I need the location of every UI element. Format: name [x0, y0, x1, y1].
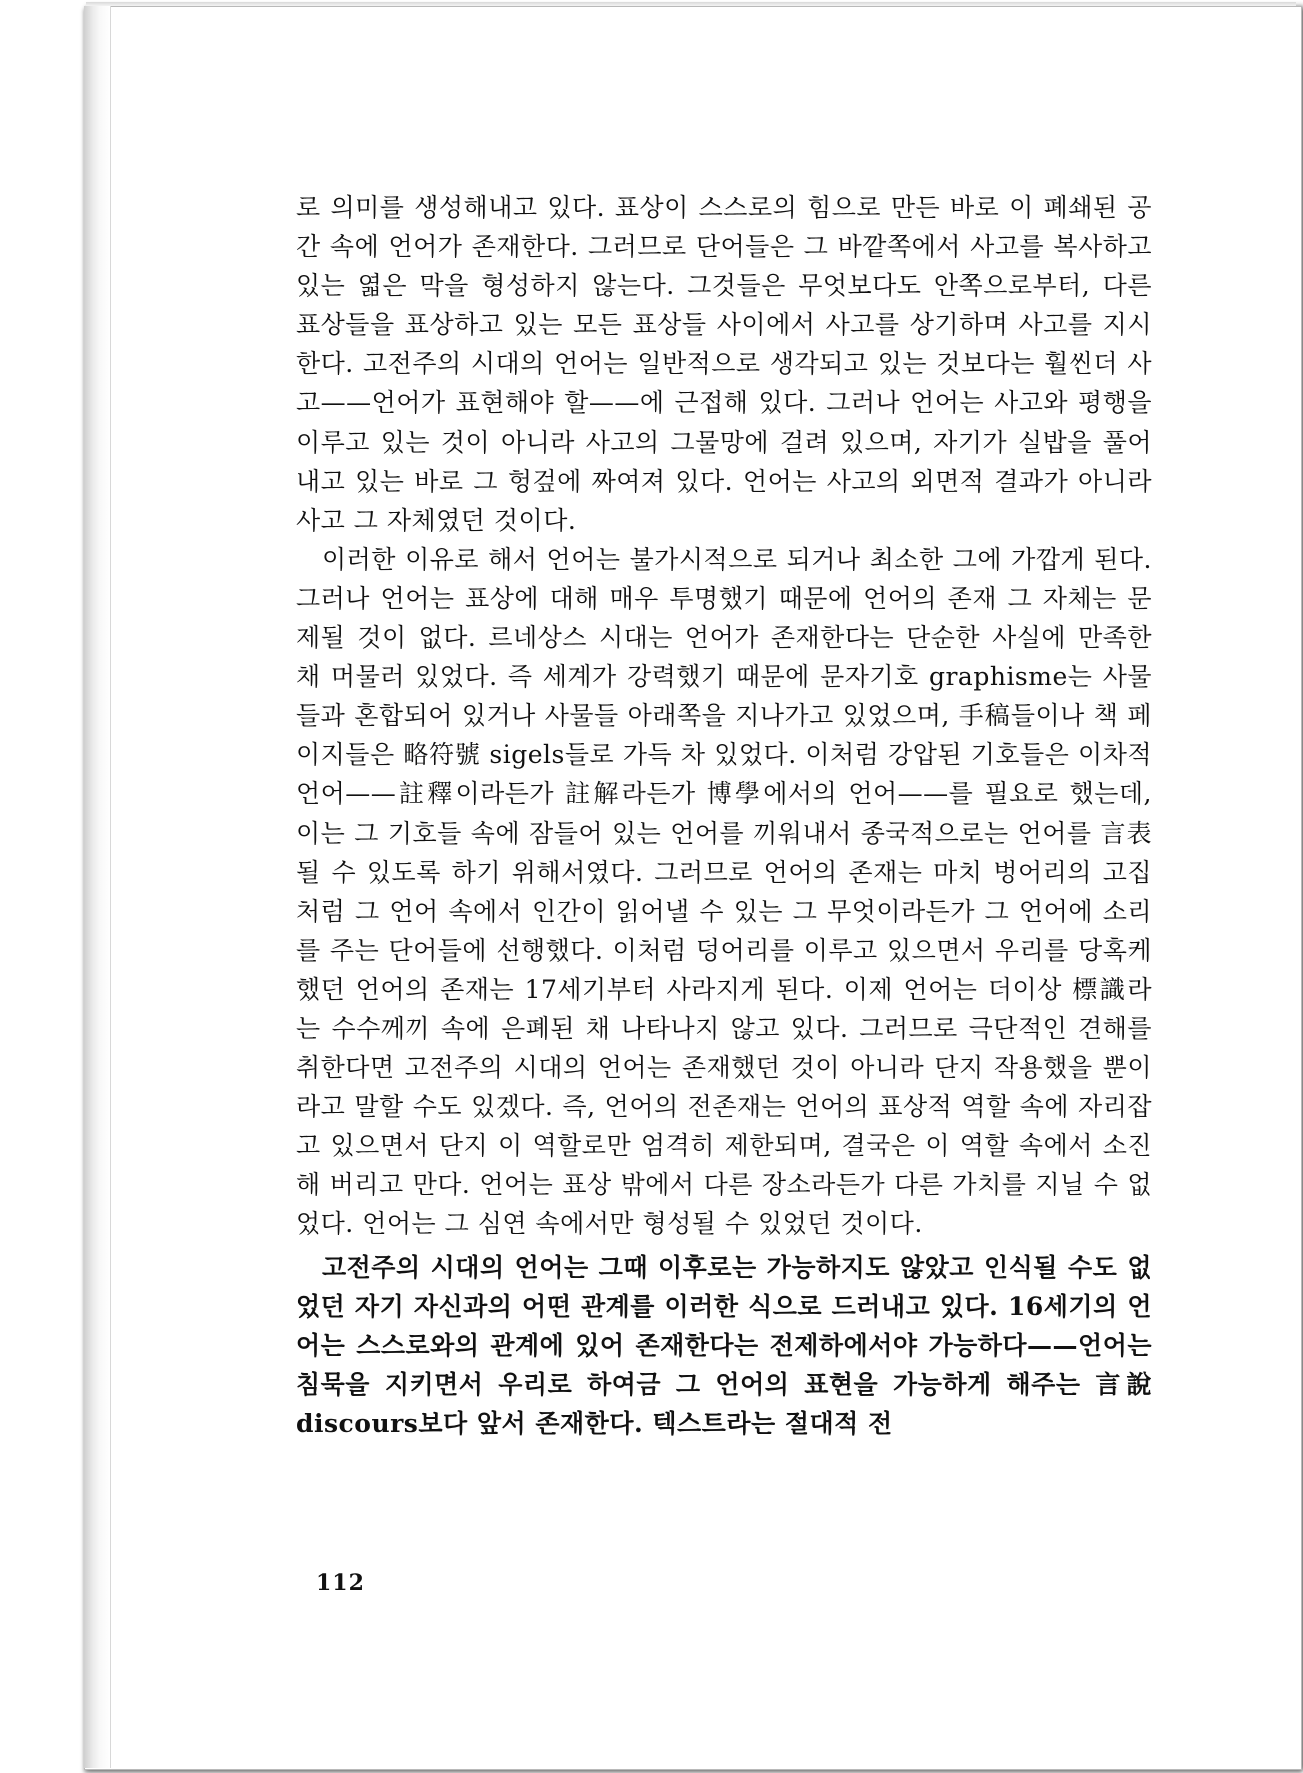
body-text	[296, 188, 1152, 1443]
page-top-edge	[86, 2, 1296, 6]
paragraph-3: 고전주의 시대의 언어는 그때 이후로는 가능하지도 않았고 인식될 수도 없었던 자기 자신과의 어떤 관계를 이러한 식으로 드러내고 있다. 16세기의 언어는 스스로와의 관계에 있어 존재한다는 전제하에서야 가능하다——언어는 침묵을 지키면서 우리로 하여금 그 언어의 표현을 가능하게 해주는 言說 discours보다 앞서 존재한다. 텍스트라는 절대적 전	[296, 1252, 1152, 1438]
paragraph-2: 이러한 이유로 해서 언어는 불가시적으로 되거나 최소한 그에 가깝게 된다. 그러나 언어는 표상에 대해 매우 투명했기 때문에 언어의 존재 그 자체는 문제될 것이 없다. 르네상스 시대는 언어가 존재한다는 단순한 사실에 만족한 채 머물러 있었다. 즉 세계가 강력했기 때문에 문자기호 graphisme는 사물들과 혼합되어 있거나 사물들 아래쪽을 지나가고 있었으며, 手稿들이나 책 페이지들은 略符號 sigels들로 가득 차 있었다. 이처럼 강압된 기호들은 이차적 언어——註釋이라든가 註解라든가 博學에서의 언어——를 필요로 했는데, 이는 그 기호들 속에 잠들어 있는 언어를 끼워내서 종국적으로는 언어를 言表될 수 있도록 하기 위해서였다. 그러므로 언어의 존재는 마치 벙어리의 고집처럼 그 언어 속에서 인간이 읽어낼 수 있는 그 무엇이라든가 그 언어에 소리를 주는 단어들에 선행했다. 이처럼 덩어리를 이루고 있으면서 우리를 당혹케 했던 언어의 존재는 17세기부터 사라지게 된다. 이제 언어는 더이상 標識라는 수수께끼 속에 은폐된 채 나타나지 않고 있다. 그러므로 극단적인 견해를 취한다면 고전주의 시대의 언어는 존재했던 것이 아니라 단지 작용했을 뿐이라고 말할 수도 있겠다. 즉, 언어의 전존재는 언어의 표상적 역할 속에 자리잡고 있으면서 단지 이 역할로만 엄격히 제한되며, 결국은 이 역할 속에서 소진해 버리고 만다. 언어는 표상 밖에서 다른 장소라든가 다른 가치를 지닐 수 없었다. 언어는 그 심연 속에서만 형성될 수 있었던 것이다.	[296, 544, 1152, 1239]
paragraph-1: 로 의미를 생성해내고 있다. 표상이 스스로의 힘으로 만든 바로 이 폐쇄된 공간 속에 언어가 존재한다. 그러므로 단어들은 그 바깥쪽에서 사고를 복사하고 있는 엷은 막을 형성하지 않는다. 그것들은 무엇보다도 안쪽으로부터, 다른 표상들을 표상하고 있는 모든 표상들 사이에서 사고를 상기하며 사고를 지시한다. 고전주의 시대의 언어는 일반적으로 생각되고 있는 것보다는 훨씬더 사고——언어가 표현해야 할——에 근접해 있다. 그러나 언어는 사고와 평행을 이루고 있는 것이 아니라 사고의 그물망에 걸려 있으며, 자기가 실밥을 풀어내고 있는 바로 그 헝겊에 짜여져 있다. 언어는 사고의 외면적 결과가 아니라 사고 그 자체였던 것이다.	[296, 193, 1152, 535]
book-spine-shadow	[84, 6, 111, 1768]
page-number: 112	[316, 1570, 365, 1596]
